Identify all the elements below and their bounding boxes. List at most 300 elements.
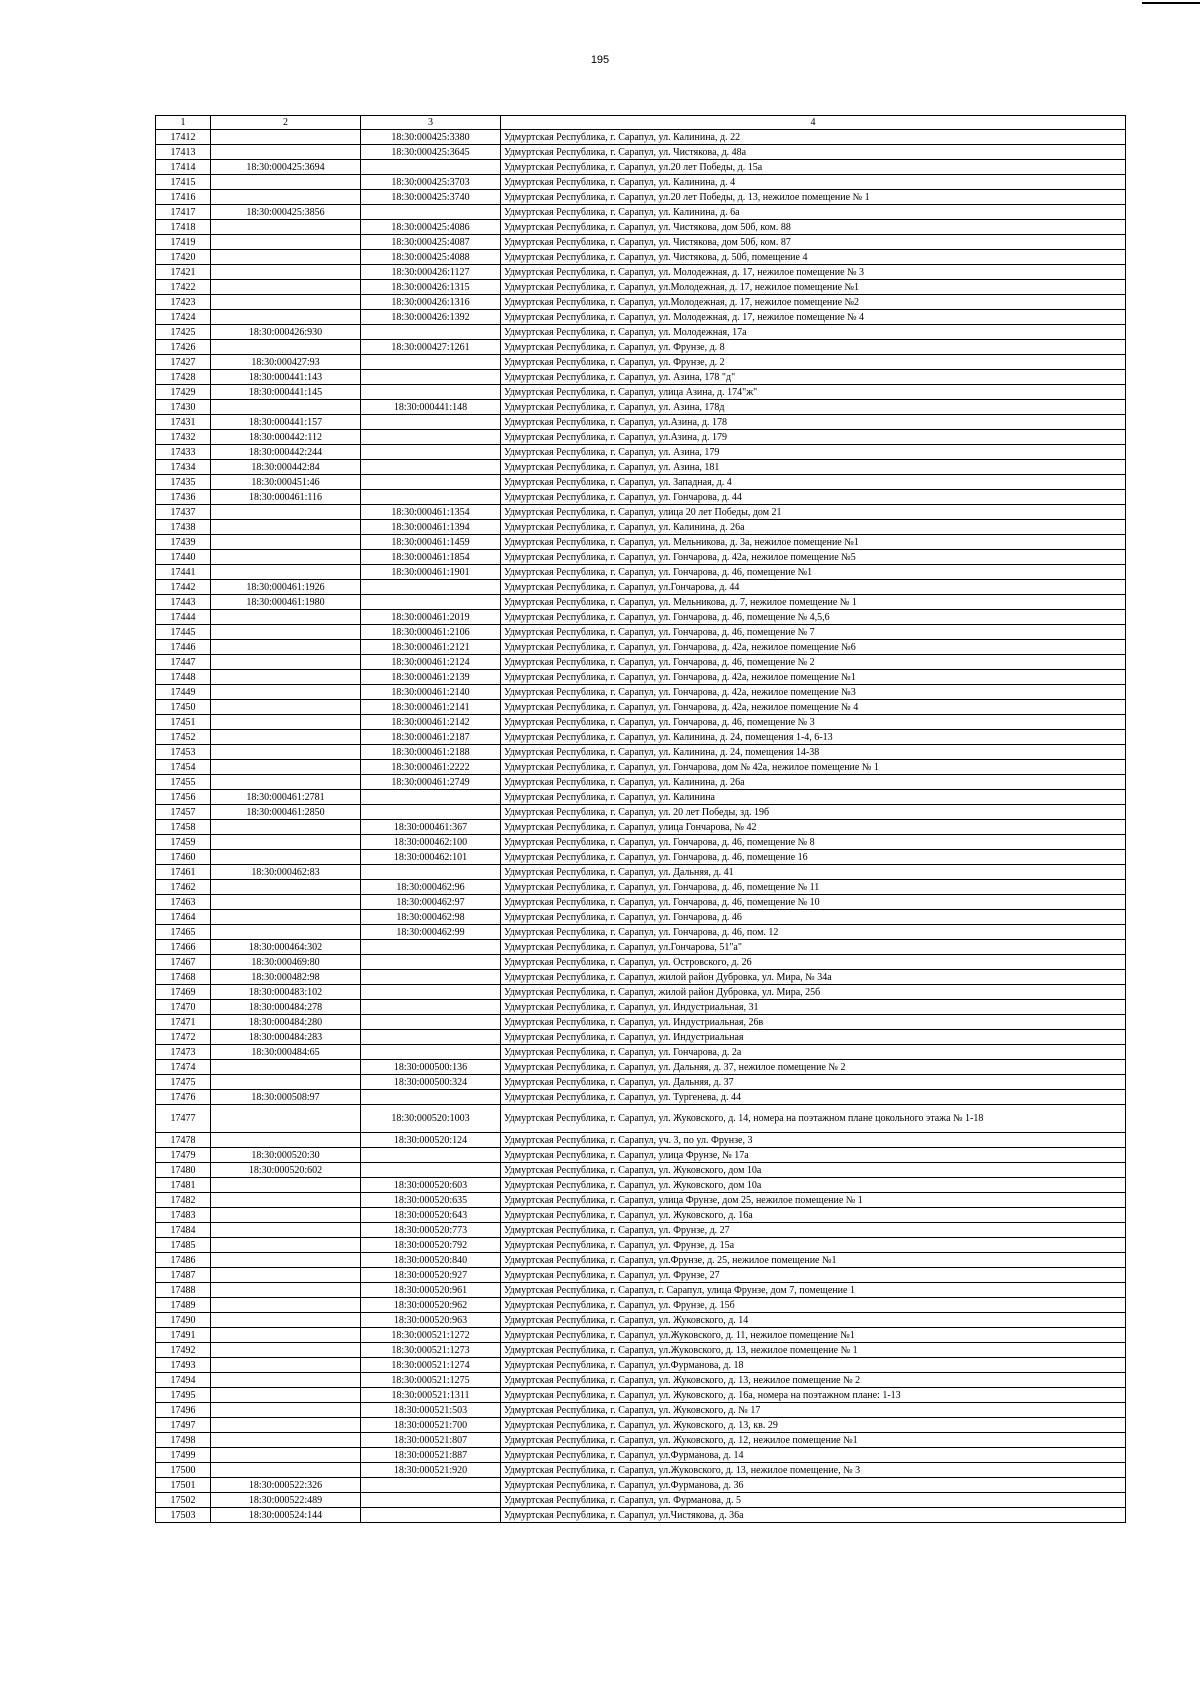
row-number: 17443 <box>156 595 211 610</box>
cadastral-number-building: 18:30:000461:1354 <box>361 505 501 520</box>
table-row <box>156 685 1126 700</box>
row-number: 17469 <box>156 985 211 1000</box>
cadastral-number-land <box>211 1133 361 1148</box>
row-number: 17478 <box>156 1133 211 1148</box>
row-number: 17424 <box>156 310 211 325</box>
address: Удмуртская Республика, г. Сарапул, ул.Фурманова, д. 18 <box>501 1358 1126 1373</box>
table-row <box>156 910 1126 925</box>
cadastral-number-building: 18:30:000427:1261 <box>361 340 501 355</box>
cadastral-number-building: 18:30:000426:1316 <box>361 295 501 310</box>
cadastral-number-building <box>361 595 501 610</box>
cadastral-number-land <box>211 745 361 760</box>
address: Удмуртская Республика, г. Сарапул, улица 20 лет Победы, дом 21 <box>501 505 1126 520</box>
table-row <box>156 1433 1126 1448</box>
address: Удмуртская Республика, г. Сарапул, ул. Гончарова, дом № 42а, нежилое помещение № 1 <box>501 760 1126 775</box>
address: Удмуртская Республика, г. Сарапул, ул. Гончарова, д. 46, помещение № 11 <box>501 880 1126 895</box>
address: Удмуртская Республика, г. Сарапул, ул. Мельникова, д. 3а, нежилое помещение №1 <box>501 535 1126 550</box>
row-number: 17464 <box>156 910 211 925</box>
cadastral-number-building: 18:30:000521:1311 <box>361 1388 501 1403</box>
address: Удмуртская Республика, г. Сарапул, ул. Азина, 178 "д" <box>501 370 1126 385</box>
cadastral-number-building <box>361 370 501 385</box>
address: Удмуртская Республика, г. Сарапул, улица Фрунзе, дом 25, нежилое помещение № 1 <box>501 1193 1126 1208</box>
row-number: 17428 <box>156 370 211 385</box>
row-number: 17493 <box>156 1358 211 1373</box>
row-number: 17416 <box>156 190 211 205</box>
cadastral-number-land <box>211 1105 361 1133</box>
cadastral-number-land: 18:30:000464:302 <box>211 940 361 955</box>
cadastral-number-land <box>211 535 361 550</box>
table-row <box>156 625 1126 640</box>
cadastral-number-land <box>211 1283 361 1298</box>
table-row <box>156 1508 1126 1523</box>
table-row <box>156 190 1126 205</box>
address: Удмуртская Республика, г. Сарапул, ул. Гончарова, д. 42а, нежилое помещение №6 <box>501 640 1126 655</box>
row-number: 17474 <box>156 1060 211 1075</box>
table-row <box>156 1163 1126 1178</box>
cadastral-number-land <box>211 1433 361 1448</box>
cadastral-number-building: 18:30:000520:927 <box>361 1268 501 1283</box>
cadastral-number-land <box>211 1358 361 1373</box>
cadastral-number-land: 18:30:000461:1980 <box>211 595 361 610</box>
row-number: 17420 <box>156 250 211 265</box>
address: Удмуртская Республика, г. Сарапул, ул. Жуковского, дом 10а <box>501 1178 1126 1193</box>
cadastral-number-building: 18:30:000461:2121 <box>361 640 501 655</box>
table-row <box>156 880 1126 895</box>
row-number: 17471 <box>156 1015 211 1030</box>
table-row <box>156 1298 1126 1313</box>
row-number: 17484 <box>156 1223 211 1238</box>
cadastral-number-building <box>361 805 501 820</box>
row-number: 17497 <box>156 1418 211 1433</box>
address: Удмуртская Республика, г. Сарапул, улица Фрунзе, № 17а <box>501 1148 1126 1163</box>
address: Удмуртская Республика, г. Сарапул, ул.Фрунзе, д. 25, нежилое помещение №1 <box>501 1253 1126 1268</box>
cadastral-number-building: 18:30:000521:1273 <box>361 1343 501 1358</box>
address: Удмуртская Республика, г. Сарапул, ул.Азина, д. 179 <box>501 430 1126 445</box>
cadastral-number-land: 18:30:000442:84 <box>211 460 361 475</box>
cadastral-number-building: 18:30:000520:792 <box>361 1238 501 1253</box>
row-number: 17444 <box>156 610 211 625</box>
address: Удмуртская Республика, г. Сарапул, ул. Фрунзе, 27 <box>501 1268 1126 1283</box>
row-number: 17476 <box>156 1090 211 1105</box>
cadastral-number-building: 18:30:000425:3703 <box>361 175 501 190</box>
cadastral-number-building: 18:30:000461:2019 <box>361 610 501 625</box>
cadastral-number-land <box>211 130 361 145</box>
row-number: 17421 <box>156 265 211 280</box>
address: Удмуртская Республика, г. Сарапул, ул. Азина, 178д <box>501 400 1126 415</box>
address: Удмуртская Республика, г. Сарапул, ул. Дальняя, д. 37 <box>501 1075 1126 1090</box>
cadastral-number-land <box>211 550 361 565</box>
address: Удмуртская Республика, г. Сарапул, ул.Фурманова, д. 36 <box>501 1478 1126 1493</box>
table-row <box>156 160 1126 175</box>
table-row <box>156 490 1126 505</box>
cadastral-number-land <box>211 340 361 355</box>
address: Удмуртская Республика, г. Сарапул, ул.Молодежная, д. 17, нежилое помещение №2 <box>501 295 1126 310</box>
table-row <box>156 475 1126 490</box>
cadastral-number-building <box>361 940 501 955</box>
table-row <box>156 550 1126 565</box>
cadastral-number-land: 18:30:000522:326 <box>211 1478 361 1493</box>
address: Удмуртская Республика, г. Сарапул, жилой район Дубровка, ул. Мира, 25б <box>501 985 1126 1000</box>
address: Удмуртская Республика, г. Сарапул, ул. Молодежная, 17а <box>501 325 1126 340</box>
row-number: 17448 <box>156 670 211 685</box>
cadastral-number-land <box>211 1075 361 1090</box>
row-number: 17473 <box>156 1045 211 1060</box>
table-row <box>156 280 1126 295</box>
row-number: 17477 <box>156 1105 211 1133</box>
table-row <box>156 1193 1126 1208</box>
cadastral-number-land: 18:30:000484:283 <box>211 1030 361 1045</box>
row-number: 17502 <box>156 1493 211 1508</box>
table-row <box>156 1478 1126 1493</box>
table-row <box>156 655 1126 670</box>
cadastral-number-land: 18:30:000461:2781 <box>211 790 361 805</box>
table-row <box>156 1403 1126 1418</box>
address: Удмуртская Республика, г. Сарапул, ул. Гончарова, д. 46, помещение № 2 <box>501 655 1126 670</box>
table-row <box>156 415 1126 430</box>
row-number: 17487 <box>156 1268 211 1283</box>
cadastral-number-building <box>361 445 501 460</box>
row-number: 17422 <box>156 280 211 295</box>
cadastral-number-land <box>211 1388 361 1403</box>
table-row <box>156 235 1126 250</box>
row-number: 17459 <box>156 835 211 850</box>
row-number: 17486 <box>156 1253 211 1268</box>
row-number: 17412 <box>156 130 211 145</box>
cadastral-number-building: 18:30:000520:643 <box>361 1208 501 1223</box>
row-number: 17479 <box>156 1148 211 1163</box>
cadastral-number-building: 18:30:000461:2187 <box>361 730 501 745</box>
cadastral-number-building: 18:30:000520:840 <box>361 1253 501 1268</box>
cadastral-number-building: 18:30:000461:2749 <box>361 775 501 790</box>
row-number: 17458 <box>156 820 211 835</box>
cadastral-number-building: 18:30:000426:1392 <box>361 310 501 325</box>
row-number: 17435 <box>156 475 211 490</box>
cadastral-number-land: 18:30:000427:93 <box>211 355 361 370</box>
cadastral-number-land <box>211 685 361 700</box>
row-number: 17449 <box>156 685 211 700</box>
cadastral-number-land <box>211 310 361 325</box>
address: Удмуртская Республика, г. Сарапул, ул. Чистякова, дом 50б, ком. 87 <box>501 235 1126 250</box>
cadastral-number-land <box>211 520 361 535</box>
row-number: 17452 <box>156 730 211 745</box>
row-number: 17432 <box>156 430 211 445</box>
row-number: 17451 <box>156 715 211 730</box>
cadastral-number-building: 18:30:000520:962 <box>361 1298 501 1313</box>
cadastral-number-land <box>211 1208 361 1223</box>
cadastral-number-building <box>361 1030 501 1045</box>
table-row <box>156 1208 1126 1223</box>
table-row <box>156 1238 1126 1253</box>
cadastral-number-land <box>211 280 361 295</box>
cadastral-number-building <box>361 1090 501 1105</box>
cadastral-number-building <box>361 970 501 985</box>
address: Удмуртская Республика, г. Сарапул, ул.Азина, д. 178 <box>501 415 1126 430</box>
table-row <box>156 1000 1126 1015</box>
table-row <box>156 925 1126 940</box>
address: Удмуртская Республика, г. Сарапул, ул. Калинина <box>501 790 1126 805</box>
row-number: 17475 <box>156 1075 211 1090</box>
cadastral-number-building: 18:30:000461:2140 <box>361 685 501 700</box>
address: Удмуртская Республика, г. Сарапул, ул. Западная, д. 4 <box>501 475 1126 490</box>
row-number: 17501 <box>156 1478 211 1493</box>
table-row <box>156 565 1126 580</box>
address: Удмуртская Республика, г. Сарапул, ул. Гончарова, д. 46, пом. 12 <box>501 925 1126 940</box>
cadastral-number-land: 18:30:000442:112 <box>211 430 361 445</box>
table-row <box>156 775 1126 790</box>
cadastral-number-building <box>361 160 501 175</box>
cadastral-number-building: 18:30:000520:961 <box>361 1283 501 1298</box>
address: Удмуртская Республика, г. Сарапул, ул. Калинина, д. 26а <box>501 775 1126 790</box>
row-number: 17453 <box>156 745 211 760</box>
address: Удмуртская Республика, г. Сарапул, ул. Гончарова, д. 44 <box>501 490 1126 505</box>
table-row <box>156 430 1126 445</box>
address: Удмуртская Республика, г. Сарапул, ул. Калинина, д. 24, помещения 14-38 <box>501 745 1126 760</box>
table-row <box>156 730 1126 745</box>
cadastral-number-building: 18:30:000461:2142 <box>361 715 501 730</box>
cadastral-number-land <box>211 910 361 925</box>
address: Удмуртская Республика, г. Сарапул, ул. Мельникова, д. 7, нежилое помещение № 1 <box>501 595 1126 610</box>
row-number: 17437 <box>156 505 211 520</box>
cadastral-number-building <box>361 1163 501 1178</box>
cadastral-number-building <box>361 1148 501 1163</box>
address: Удмуртская Республика, г. Сарапул, ул. Молодежная, д. 17, нежилое помещение № 3 <box>501 265 1126 280</box>
table-row <box>156 580 1126 595</box>
cadastral-number-land <box>211 640 361 655</box>
cadastral-number-building <box>361 790 501 805</box>
row-number: 17414 <box>156 160 211 175</box>
cadastral-number-building: 18:30:000521:1272 <box>361 1328 501 1343</box>
address: Удмуртская Республика, г. Сарапул, ул.20 лет Победы, д. 13, нежилое помещение № 1 <box>501 190 1126 205</box>
address: Удмуртская Республика, г. Сарапул, ул. Азина, 181 <box>501 460 1126 475</box>
address: Удмуртская Республика, г. Сарапул, ул. Индустриальная, 26в <box>501 1015 1126 1030</box>
cadastral-number-land <box>211 1298 361 1313</box>
cadastral-number-building <box>361 1000 501 1015</box>
row-number: 17488 <box>156 1283 211 1298</box>
cadastral-number-building <box>361 580 501 595</box>
table-row <box>156 460 1126 475</box>
cadastral-number-land <box>211 1328 361 1343</box>
table-row <box>156 1223 1126 1238</box>
row-number: 17503 <box>156 1508 211 1523</box>
row-number: 17413 <box>156 145 211 160</box>
address: Удмуртская Республика, г. Сарапул, ул. Фурманова, д. 5 <box>501 1493 1126 1508</box>
address: Удмуртская Республика, г. Сарапул, ул. Гончарова, д. 42а, нежилое помещение №5 <box>501 550 1126 565</box>
row-number: 17456 <box>156 790 211 805</box>
cadastral-number-land: 18:30:000520:602 <box>211 1163 361 1178</box>
cadastral-number-building <box>361 355 501 370</box>
cadastral-number-building <box>361 490 501 505</box>
cadastral-number-building: 18:30:000521:700 <box>361 1418 501 1433</box>
address: Удмуртская Республика, г. Сарапул, ул. Калинина, д. 6а <box>501 205 1126 220</box>
row-number: 17481 <box>156 1178 211 1193</box>
cadastral-number-land: 18:30:000442:244 <box>211 445 361 460</box>
address: Удмуртская Республика, г. Сарапул, ул. Жуковского, д. 16а <box>501 1208 1126 1223</box>
cadastral-number-land: 18:30:000484:280 <box>211 1015 361 1030</box>
cadastral-number-building: 18:30:000520:603 <box>361 1178 501 1193</box>
row-number: 17446 <box>156 640 211 655</box>
address: Удмуртская Республика, г. Сарапул, ул. Индустриальная, 31 <box>501 1000 1126 1015</box>
address: Удмуртская Республика, г. Сарапул, ул. Жуковского, д. 13, нежилое помещение № 2 <box>501 1373 1126 1388</box>
address: Удмуртская Республика, г. Сарапул, ул. Молодежная, д. 17, нежилое помещение № 4 <box>501 310 1126 325</box>
address: Удмуртская Республика, г. Сарапул, ул. Фрунзе, д. 8 <box>501 340 1126 355</box>
address: Удмуртская Республика, г. Сарапул, ул. Фрунзе, д. 15б <box>501 1298 1126 1313</box>
cadastral-number-land <box>211 250 361 265</box>
cadastral-number-land: 18:30:000425:3694 <box>211 160 361 175</box>
address: Удмуртская Республика, г. Сарапул, ул. Гончарова, д. 2а <box>501 1045 1126 1060</box>
address: Удмуртская Республика, г. Сарапул, жилой район Дубровка, ул. Мира, № 34а <box>501 970 1126 985</box>
row-number: 17494 <box>156 1373 211 1388</box>
cadastral-number-land: 18:30:000482:98 <box>211 970 361 985</box>
table-row <box>156 1060 1126 1075</box>
address: Удмуртская Республика, г. Сарапул, ул. Жуковского, д. 16а, номера на поэтажном плане: 1-13 <box>501 1388 1126 1403</box>
address: Удмуртская Республика, г. Сарапул, ул. Тургенева, д. 44 <box>501 1090 1126 1105</box>
corner-mark <box>1142 2 1200 4</box>
cadastral-number-land <box>211 760 361 775</box>
cadastral-number-land <box>211 1223 361 1238</box>
row-number: 17461 <box>156 865 211 880</box>
table-row <box>156 1030 1126 1045</box>
table-row <box>156 295 1126 310</box>
cadastral-number-land: 18:30:000508:97 <box>211 1090 361 1105</box>
cadastral-number-building <box>361 205 501 220</box>
table-row <box>156 130 1126 145</box>
row-number: 17440 <box>156 550 211 565</box>
row-number: 17489 <box>156 1298 211 1313</box>
cadastral-number-building: 18:30:000520:635 <box>361 1193 501 1208</box>
table-row <box>156 1105 1126 1133</box>
cadastral-number-land: 18:30:000522:489 <box>211 1493 361 1508</box>
cadastral-number-land <box>211 820 361 835</box>
cadastral-number-land: 18:30:000483:102 <box>211 985 361 1000</box>
cadastral-number-building: 18:30:000426:1315 <box>361 280 501 295</box>
cadastral-number-land: 18:30:000441:145 <box>211 385 361 400</box>
cadastral-number-building: 18:30:000520:773 <box>361 1223 501 1238</box>
address: Удмуртская Республика, г. Сарапул, ул. Калинина, д. 22 <box>501 130 1126 145</box>
table-row <box>156 325 1126 340</box>
address: Удмуртская Республика, г. Сарапул, ул.Фурманова, д. 14 <box>501 1448 1126 1463</box>
table-row <box>156 1328 1126 1343</box>
table-row <box>156 715 1126 730</box>
table-row <box>156 985 1126 1000</box>
cadastral-number-building: 18:30:000425:3645 <box>361 145 501 160</box>
cadastral-number-land <box>211 655 361 670</box>
cadastral-number-land <box>211 1238 361 1253</box>
table-row <box>156 220 1126 235</box>
address: Удмуртская Республика, г. Сарапул, ул. Чистякова, д. 48а <box>501 145 1126 160</box>
row-number: 17500 <box>156 1463 211 1478</box>
table-row <box>156 1283 1126 1298</box>
cadastral-number-land: 18:30:000461:116 <box>211 490 361 505</box>
address: Удмуртская Республика, г. Сарапул, ул. Гончарова, д. 46, помещение № 10 <box>501 895 1126 910</box>
row-number: 17442 <box>156 580 211 595</box>
cadastral-number-building: 18:30:000520:1003 <box>361 1105 501 1133</box>
cadastral-number-building: 18:30:000426:1127 <box>361 265 501 280</box>
address: Удмуртская Республика, г. Сарапул, ул. Фрунзе, д. 2 <box>501 355 1126 370</box>
address: Удмуртская Республика, г. Сарапул, ул. Жуковского, д. № 17 <box>501 1403 1126 1418</box>
address: Удмуртская Республика, г. Сарапул, ул. Калинина, д. 24, помещения 1-4, 6-13 <box>501 730 1126 745</box>
cadastral-number-building: 18:30:000462:98 <box>361 910 501 925</box>
table-row <box>156 895 1126 910</box>
cadastral-number-building: 18:30:000461:1901 <box>361 565 501 580</box>
cadastral-number-land <box>211 145 361 160</box>
address: Удмуртская Республика, г. Сарапул, ул. Фрунзе, д. 27 <box>501 1223 1126 1238</box>
cadastral-number-building: 18:30:000461:367 <box>361 820 501 835</box>
cadastral-number-building <box>361 985 501 1000</box>
address: Удмуртская Республика, г. Сарапул, ул. Чистякова, дом 50б, ком. 88 <box>501 220 1126 235</box>
table-row <box>156 745 1126 760</box>
cadastral-number-land: 18:30:000461:1926 <box>211 580 361 595</box>
cadastral-number-building: 18:30:000425:4086 <box>361 220 501 235</box>
cadastral-number-building: 18:30:000521:1274 <box>361 1358 501 1373</box>
address: Удмуртская Республика, г. Сарапул, ул. Гончарова, д. 46 <box>501 910 1126 925</box>
cadastral-number-building: 18:30:000461:2188 <box>361 745 501 760</box>
cadastral-number-building: 18:30:000521:1275 <box>361 1373 501 1388</box>
table-row <box>156 1463 1126 1478</box>
cadastral-number-land <box>211 730 361 745</box>
cadastral-number-building: 18:30:000441:148 <box>361 400 501 415</box>
cadastral-number-land <box>211 400 361 415</box>
address: Удмуртская Республика, г. Сарапул, уч. 3, по ул. Фрунзе, 3 <box>501 1133 1126 1148</box>
cadastral-number-land: 18:30:000524:144 <box>211 1508 361 1523</box>
table-row <box>156 610 1126 625</box>
address: Удмуртская Республика, г. Сарапул, ул. Жуковского, д. 14, номера на поэтажном плане цокольного этажа № 1-18 <box>501 1105 1126 1133</box>
cadastral-number-land: 18:30:000441:143 <box>211 370 361 385</box>
table-row <box>156 1045 1126 1060</box>
row-number: 17436 <box>156 490 211 505</box>
table-row <box>156 805 1126 820</box>
row-number: 17429 <box>156 385 211 400</box>
cadastral-number-land <box>211 625 361 640</box>
row-number: 17430 <box>156 400 211 415</box>
cadastral-number-land: 18:30:000426:930 <box>211 325 361 340</box>
table-row <box>156 835 1126 850</box>
address: Удмуртская Республика, г. Сарапул, ул. Жуковского, д. 12, нежилое помещение №1 <box>501 1433 1126 1448</box>
address: Удмуртская Республика, г. Сарапул, ул. 20 лет Победы, зд. 19б <box>501 805 1126 820</box>
address: Удмуртская Республика, г. Сарапул, ул. Дальняя, д. 37, нежилое помещение № 2 <box>501 1060 1126 1075</box>
cadastral-number-land: 18:30:000425:3856 <box>211 205 361 220</box>
cadastral-number-building: 18:30:000425:3740 <box>361 190 501 205</box>
row-number: 17417 <box>156 205 211 220</box>
table-row <box>156 940 1126 955</box>
row-number: 17439 <box>156 535 211 550</box>
table-row <box>156 250 1126 265</box>
cadastral-number-land <box>211 1448 361 1463</box>
cadastral-number-building: 18:30:000520:124 <box>361 1133 501 1148</box>
row-number: 17495 <box>156 1388 211 1403</box>
address: Удмуртская Республика, г. Сарапул, ул.Жуковского, д. 11, нежилое помещение №1 <box>501 1328 1126 1343</box>
cadastral-number-land <box>211 1403 361 1418</box>
row-number: 17438 <box>156 520 211 535</box>
cadastral-number-building: 18:30:000425:4088 <box>361 250 501 265</box>
cadastral-number-land <box>211 1193 361 1208</box>
row-number: 17415 <box>156 175 211 190</box>
cadastral-number-land <box>211 670 361 685</box>
address: Удмуртская Республика, г. Сарапул, ул. Азина, 179 <box>501 445 1126 460</box>
table-row <box>156 1313 1126 1328</box>
column-header-3: 3 <box>361 116 501 130</box>
row-number: 17463 <box>156 895 211 910</box>
table-row <box>156 850 1126 865</box>
table-row <box>156 595 1126 610</box>
row-number: 17472 <box>156 1030 211 1045</box>
address: Удмуртская Республика, г. Сарапул, ул. Гончарова, д. 42а, нежилое помещение № 4 <box>501 700 1126 715</box>
row-number: 17457 <box>156 805 211 820</box>
row-number: 17434 <box>156 460 211 475</box>
address: Удмуртская Республика, г. Сарапул, ул. Калинина, д. 4 <box>501 175 1126 190</box>
cadastral-number-land <box>211 1463 361 1478</box>
address: Удмуртская Республика, г. Сарапул, ул. Гончарова, д. 46, помещение 16 <box>501 850 1126 865</box>
cadastral-number-land <box>211 1373 361 1388</box>
